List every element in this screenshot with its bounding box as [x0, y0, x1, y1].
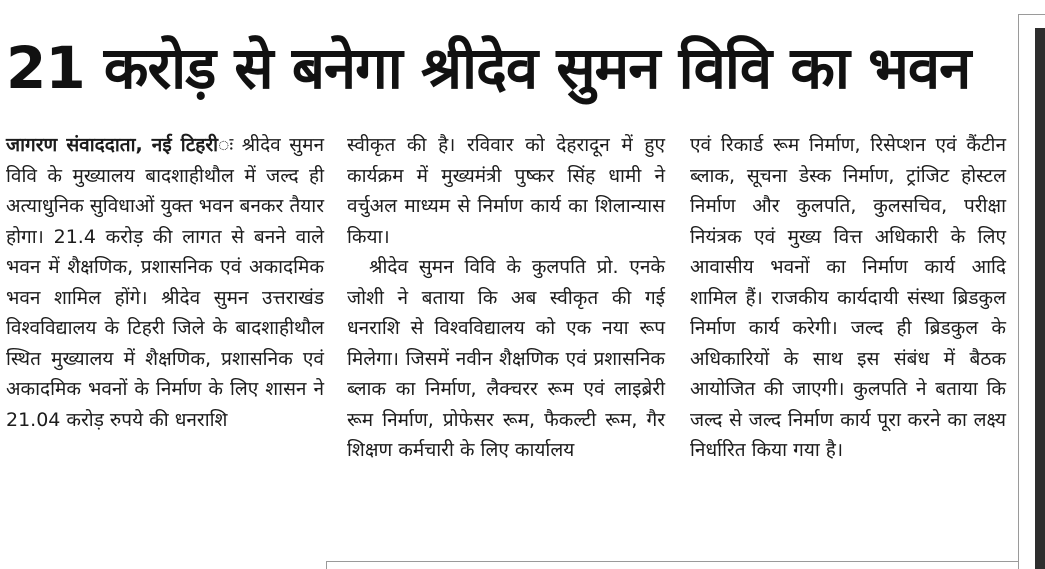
- frame-top-line: [1018, 14, 1045, 15]
- article-headline: 21 करोड़ से बनेगा श्रीदेव सुमन विवि का भवन: [6, 34, 971, 102]
- article-paragraph: [6, 130, 324, 435]
- bottom-rule-corner: [326, 561, 327, 569]
- column-divider-right: [1018, 14, 1019, 569]
- article-dateline: जागरण संवाददाता, नई टिहरी: [6, 134, 219, 156]
- article-paragraph: स्वीकृत की है। रविवार को देहरादून में हुए कार्यक्रम में मुख्यमंत्री पुष्कर सिंह धामी ने वर्चुअल माध्यम से निर्माण कार्य का शिलान्यास किया।: [347, 134, 665, 248]
- article-paragraph: एवं रिकार्ड रूम निर्माण, रिसेप्शन एवं कैंटीन ब्लाक, सूचना डेस्क निर्माण, ट्रांजिट होस्टल निर्माण और कुलपति, कुलसचिव, परीक्षा नियंत्रक एवं मुख्य वित्त अधिकारी के लिए आवासीय भवनों का निर्माण कार्य आदि शामिल हैं। राजकीय कार्यदायी संस्था ब्रिडकुल निर्माण कार्य करेगी। जल्द ही ब्रिडकुल के अधिकारियों के साथ इस संबंध में बैठक आयोजित की जाएगी। कुलपति ने बताया कि जल्द से जल्द निर्माण कार्य पूरा करने का लक्ष्य निर्धारित किया गया है।: [690, 134, 1006, 461]
- article-paragraph: श्रीदेव सुमन विवि के कुलपति प्रो. एनके जोशी ने बताया कि अब स्वीकृत की गई धनराशि से विश्वविद्यालय को एक नया रूप मिलेगा। जिसमें नवीन शैक्षणिक एवं प्रशासनिक ब्लाक का निर्माण, लैक्चरर रूम एवं लाइब्रेरी रूम निर्माण, प्रोफेसर रूम, फैकल्टी रूम, गैर शिक्षण कर्मचारी के लिए कार्यालय: [347, 256, 665, 461]
- page-edge: [1035, 28, 1045, 569]
- article-column-1: [6, 130, 324, 435]
- bottom-rule: [326, 561, 1018, 562]
- article-column-3: [690, 130, 1006, 466]
- article-column-2: [347, 130, 665, 466]
- article-text: ः श्रीदेव सुमन विवि के मुख्यालय बादशाहीथौल में जल्द ही अत्याधुनिक सुविधाओं युक्त भवन बनकर तैयार होगा। 21.4 करोड़ की लागत से बनने वाले भवन में शैक्षणिक, प्रशासनिक एवं अकादमिक भवन शामिल होंगे। श्रीदेव सुमन उत्तराखंड विश्वविद्यालय के टिहरी जिले के बादशाहीथौल स्थित मुख्यालय में शैक्षणिक, प्रशासनिक एवं अकादमिक भवनों के निर्माण के लिए शासन ने 21.04 करोड़ रुपये की धनराशि: [6, 134, 324, 431]
